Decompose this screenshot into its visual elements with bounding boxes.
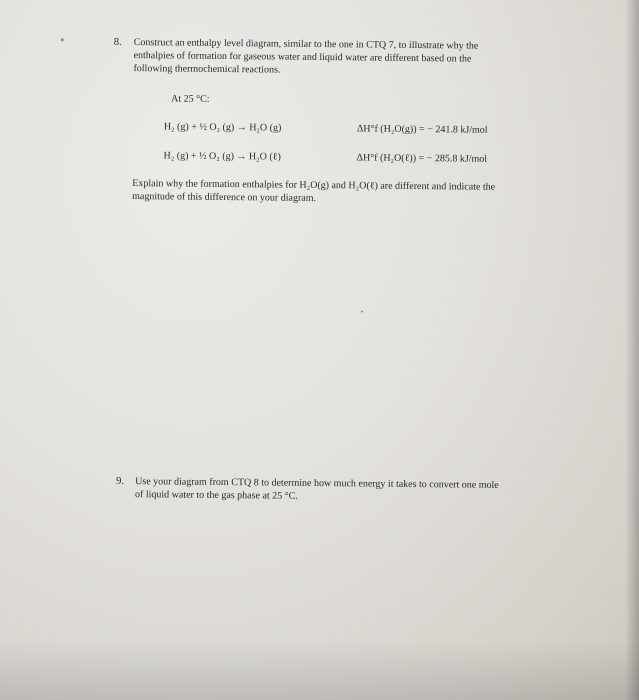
- page-bottom-shadow: [0, 640, 639, 700]
- reaction-2-enthalpy: ΔH°f (H₂O(ℓ)) = − 285.8 kJ/mol: [356, 152, 488, 165]
- explain-line-1: Explain why the formation enthalpies for H₂O(g) and H₂O(ℓ) are different and indicate the: [132, 178, 496, 193]
- page-edge-shadow: [625, 0, 639, 700]
- explain-line-2: magnitude of this difference on your diagram.: [132, 191, 317, 204]
- question-9-number: 9.: [116, 475, 125, 487]
- question-8-number: 8.: [113, 36, 122, 48]
- question-8-prompt-line-2: enthalpies of formation for gaseous water and liquid water are different based on the: [133, 50, 472, 65]
- question-8-prompt-line-1: Construct an enthalpy level diagram, similar to the one in CTQ 7, to illustrate why the: [133, 37, 479, 52]
- reaction-1-equation: H₂ (g) + ½ O₂ (g) → H₂O (g): [163, 121, 282, 134]
- reaction-2-equation: H₂ (g) + ½ O₂ (g) → H₂O (ℓ): [163, 150, 281, 163]
- paper-speck: [361, 310, 363, 312]
- reaction-1-enthalpy: ΔH°f (H₂O(g)) = − 241.8 kJ/mol: [356, 123, 488, 136]
- question-9-prompt-line-1: Use your diagram from CTQ 8 to determine how much energy it takes to convert one mole: [135, 476, 499, 491]
- question-8-prompt-line-3: following thermochemical reactions.: [133, 63, 281, 76]
- question-9-prompt-line-2: of liquid water to the gas phase at 25 °C.: [134, 489, 298, 502]
- temperature-condition: At 25 °C:: [171, 93, 210, 105]
- paper-speck: [61, 38, 64, 41]
